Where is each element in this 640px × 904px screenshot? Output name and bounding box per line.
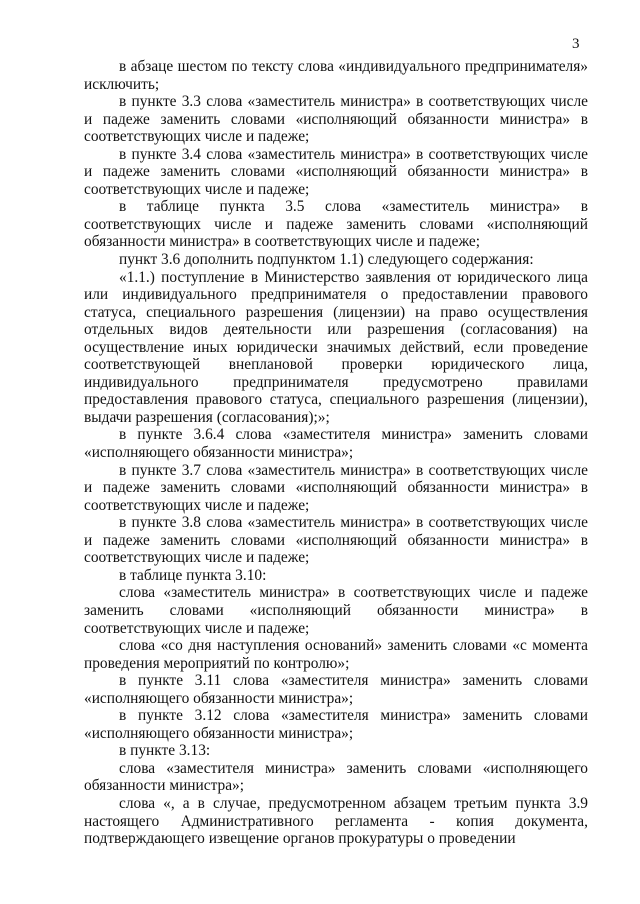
- paragraph: «1.1.) поступление в Министерство заявления от юридического лица или индивидуального предпринимателя о предоставлении правового статуса, специального разрешения (лицензии) на право осуществления отдельных видов деятельности или разрешения (согласования) на осуществление иных юридически значимых действий, если проведение соответствующей внеплановой проверки юридического лица, индивидуального предпринимателя предусмотрено правилами предоставления правового статуса, специального разрешения (лицензии), выдачи разрешения (согласования);»;: [84, 268, 588, 426]
- paragraph: слова «заместителя министра» заменить словами «исполняющего обязанности министра»;: [84, 759, 588, 795]
- paragraph: слова «со дня наступления оснований» заменить словами «с момента проведения мероприятий по контролю»;: [84, 637, 588, 672]
- document-body: [84, 58, 588, 848]
- paragraph: в пункте 3.7 слова «заместитель министра» в соответствующих числе и падеже заменить словами «исполняющий обязанности министра» в соответствующих числе и падеже;: [84, 461, 588, 514]
- paragraph: в пункте 3.13:: [119, 742, 211, 760]
- paragraph: в абзаце шестом по тексту слова «индивидуального предпринимателя» исключить;: [84, 58, 588, 93]
- page-number: 3: [572, 36, 580, 52]
- paragraph: в пункте 3.12 слова «заместителя министра» заменить словами «исполняющего обязанности министра»;: [84, 707, 588, 742]
- paragraph: в пункте 3.8 слова «заместитель министра» в соответствующих числе и падеже заменить словами «исполняющий обязанности министра» в соответствующих числе и падеже;: [84, 514, 588, 567]
- paragraph: в таблице пункта 3.5 слова «заместитель министра» в соответствующих числе и падеже заменить словами «исполняющий обязанности министра» в соответствующих числе и падеже;: [84, 198, 588, 251]
- paragraph: слова «, а в случае, предусмотренном абзацем третьим пункта 3.9 настоящего Административного регламента - копия документа, подтверждающего извещение органов прокуратуры о проведении: [84, 794, 588, 848]
- paragraph: в пункте 3.3 слова «заместитель министра» в соответствующих числе и падеже заменить словами «исполняющий обязанности министра» в соответствующих числе и падеже;: [84, 93, 588, 146]
- paragraph: в пункте 3.6.4 слова «заместителя министра» заменить словами «исполняющего обязанности министра»;: [84, 426, 588, 462]
- paragraph: в пункте 3.11 слова «заместителя министра» заменить словами «исполняющего обязанности министра»;: [84, 672, 588, 707]
- paragraph: слова «заместитель министра» в соответствующих числе и падеже заменить словами «исполняющий обязанности министра» в соответствующих числе и падеже;: [84, 584, 588, 637]
- paragraph: в пункте 3.4 слова «заместитель министра» в соответствующих числе и падеже заменить словами «исполняющий обязанности министра» в соответствующих числе и падеже;: [84, 145, 588, 198]
- paragraph: в таблице пункта 3.10:: [119, 566, 267, 584]
- paragraph: пункт 3.6 дополнить подпунктом 1.1) следующего содержания:: [119, 251, 534, 269]
